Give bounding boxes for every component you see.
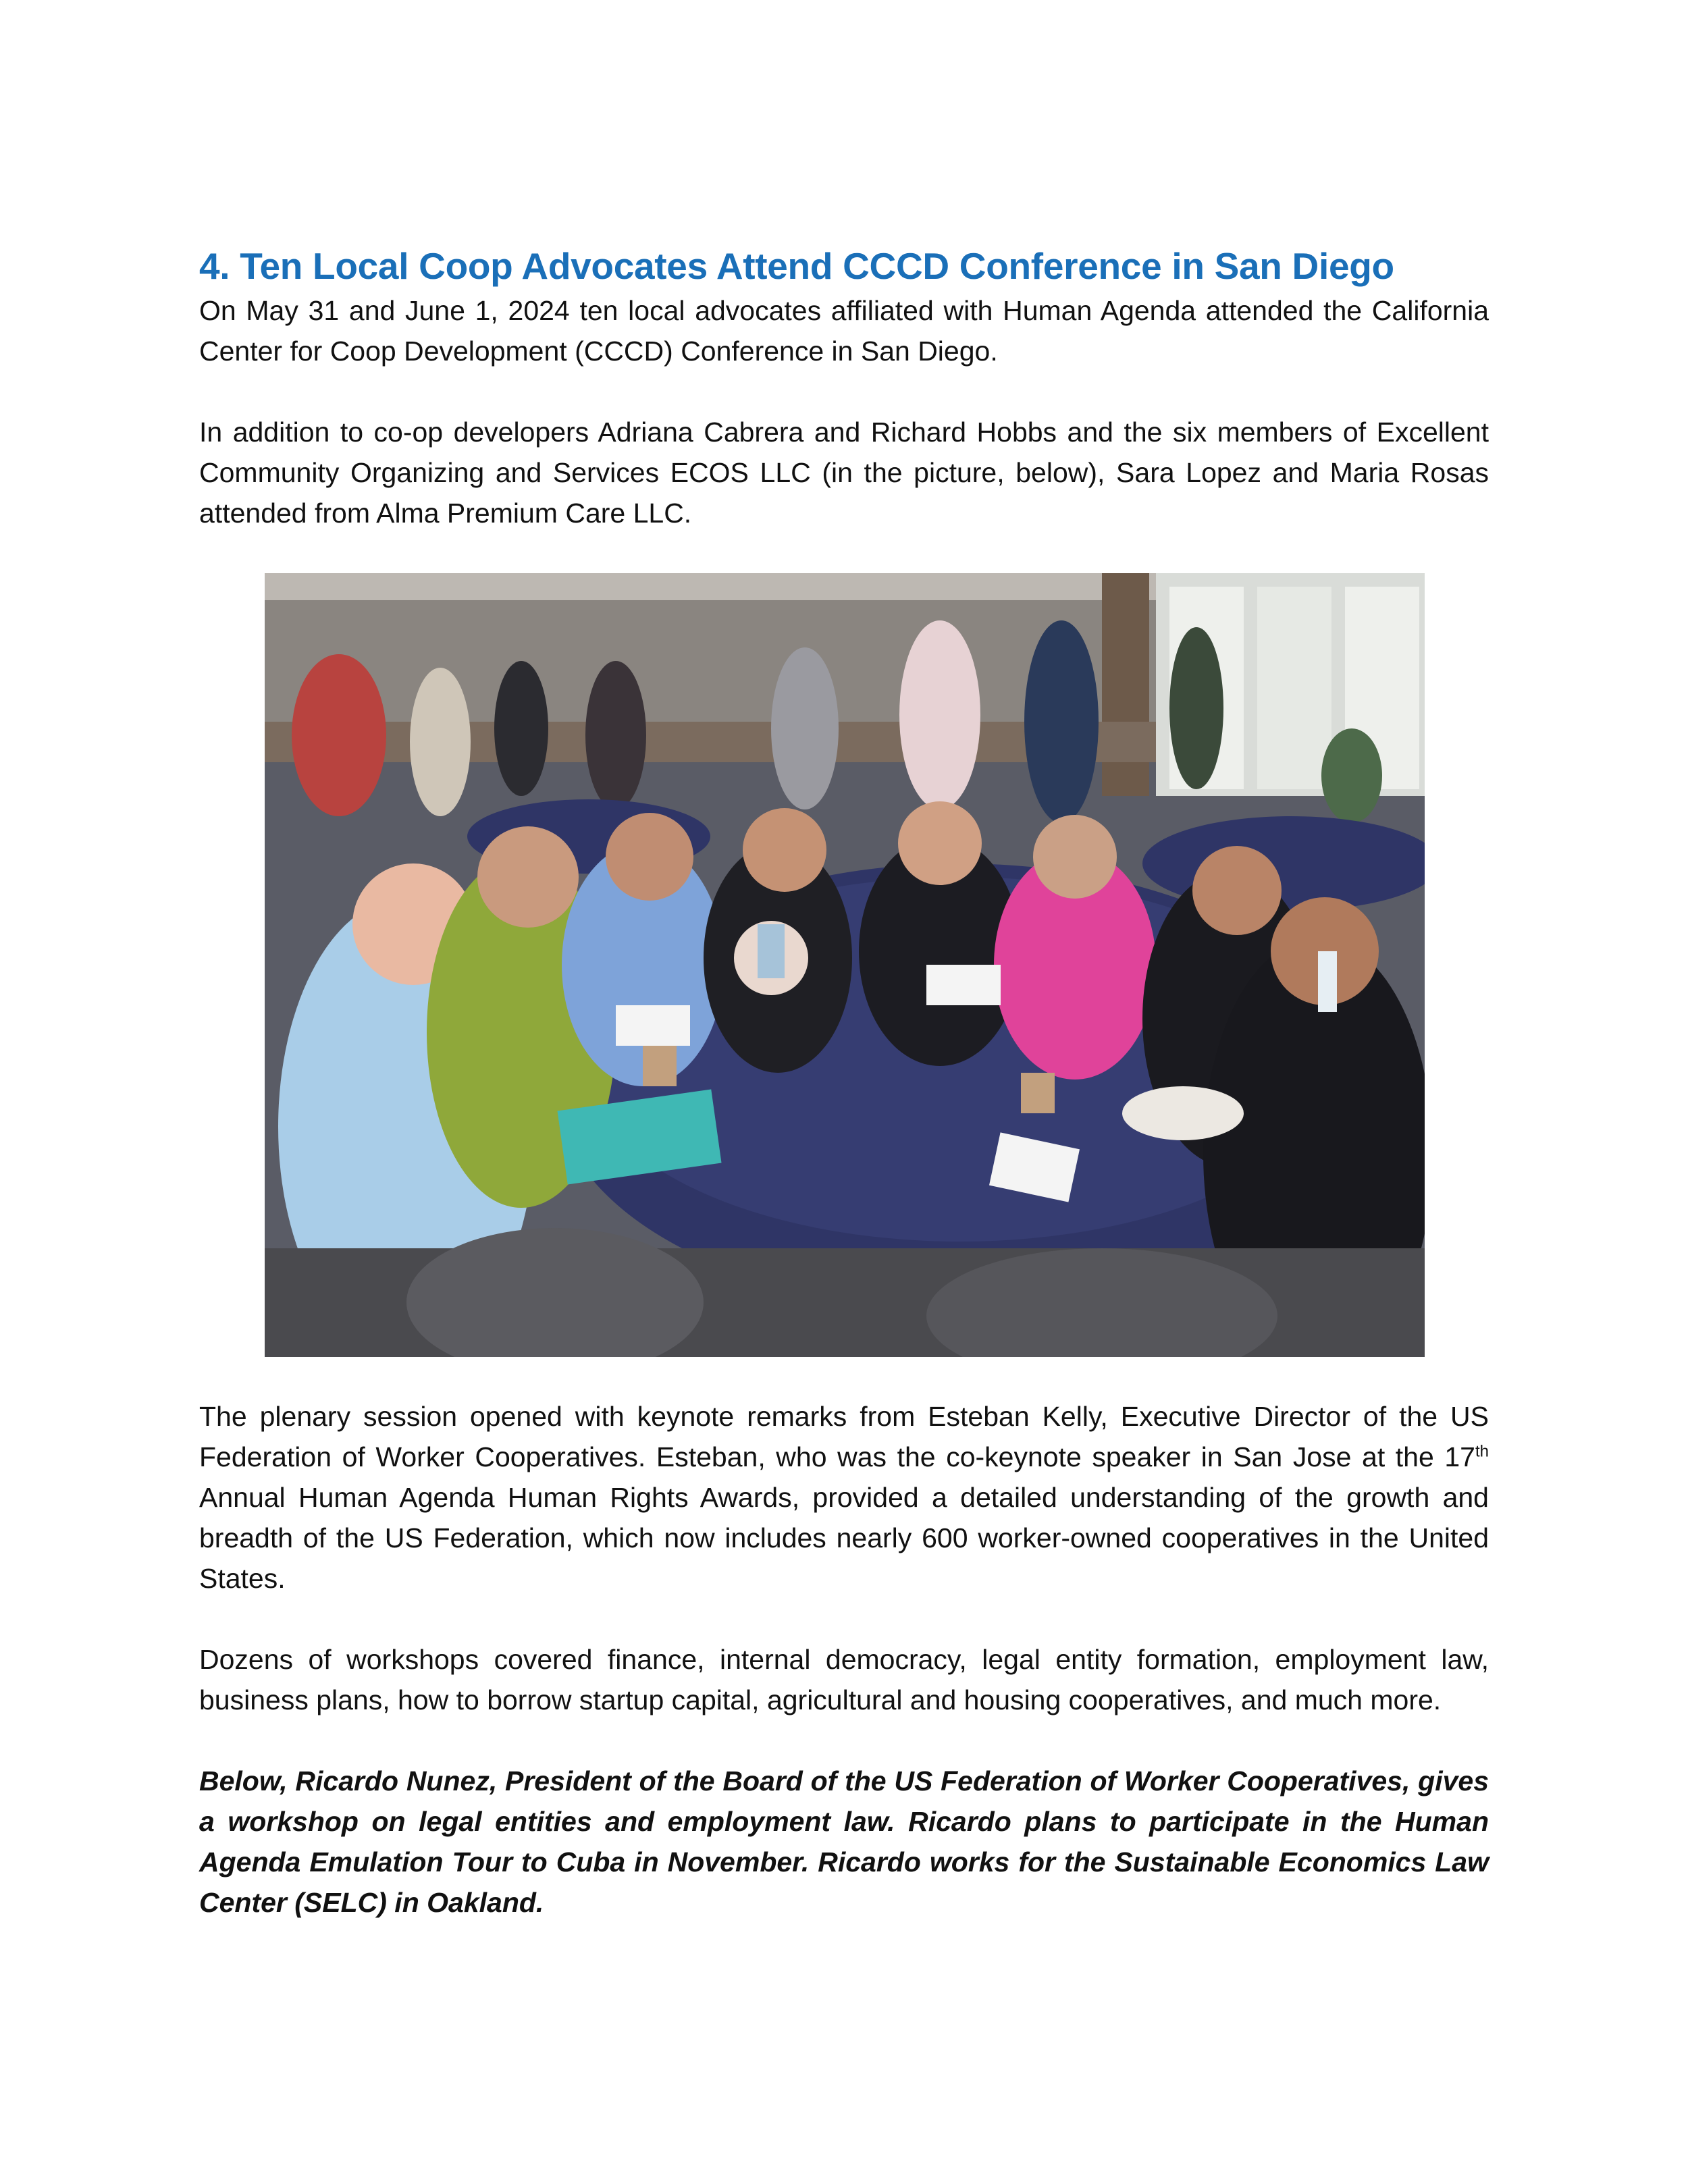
article-body — [199, 1396, 1489, 1923]
plenary-text-end: Annual Human Agenda Human Rights Awards, provided a detailed understanding of the growth and breadth of the US Federation, which now includes nearly 600 worker-owned cooperatives in the United States. — [199, 1482, 1489, 1594]
workshops-paragraph: Dozens of workshops covered finance, internal democracy, legal entity formation, employment law, business plans, how to borrow startup capital, agricultural and housing cooperatives, and much more. — [199, 1644, 1489, 1715]
plenary-paragraph — [199, 1396, 1489, 1599]
plenary-text-start: The plenary session opened with keynote remarks from Esteban Kelly, Executive Director of the US Federation of Worker Cooperatives. Esteban, who was the co-keynote speaker in San Jose at the 17 — [199, 1401, 1489, 1472]
ordinal-superscript: th — [1475, 1442, 1489, 1461]
intro-paragraph: On May 31 and June 1, 2024 ten local advocates affiliated with Human Agenda attended the California Center for Coop Development (CCCD) Conference in San Diego. — [199, 295, 1489, 367]
photo-caption: Below, Ricardo Nunez, President of the Board of the US Federation of Worker Cooperatives, gives a workshop on legal entities and employment law. Ricardo plans to participate in the Human Agenda Emulation Tour to Cuba in November. Ricardo works for the Sustainable Economics Law Center (SELC) in Oakland. — [199, 1765, 1489, 1918]
conference-group-photo — [265, 573, 1425, 1357]
attendees-paragraph: In addition to co-op developers Adriana Cabrera and Richard Hobbs and the six members of Excellent Community Organizing and Services ECOS LLC (in the picture, below), Sara Lopez and Maria Rosas attended from Alma Premium Care LLC. — [199, 417, 1489, 529]
article-heading: 4. Ten Local Coop Advocates Attend CCCD Conference in San Diego — [199, 245, 1394, 287]
article-header — [199, 243, 1489, 533]
